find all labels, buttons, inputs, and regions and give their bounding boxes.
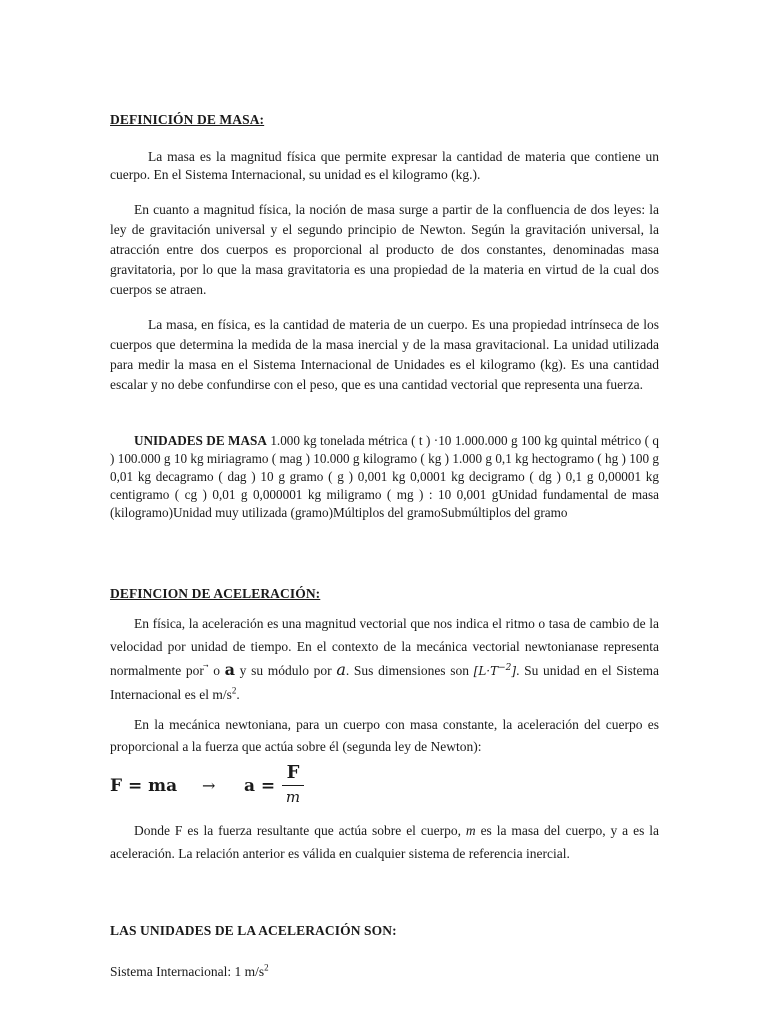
heading-unidades-aceleracion: LAS UNIDADES DE LA ACELERACIÓN SON: xyxy=(110,923,397,938)
unidades-masa-text: 1.000 kg tonelada métrica ( t ) ·10 1.000.000 g 100 kg quintal métrico ( q ) 100.000 g 10 kg miriagramo ( mag ) 10.000 g kilogramo ( kg ) 1.000 g 0,1 kg hectogramo ( hg ) 100 g 0,01 kg decagramo ( dag ) 10 g gramo ( g ) 0,001 kg 0,0001 kg decigramo ( dg ) 0,1 g 0,00001 kg centigramo ( cg ) 0,01 g 0,000001 kg miligramo ( mg ) : 10 0,001 gUnidad fundamental de masa (kilogramo)Unidad muy utilizada (gramo)Múltiplos del gramoSubmúltiplos del gramo xyxy=(110,433,660,520)
paragraph-mecanica-newtoniana: En la mecánica newtoniana, para un cuerpo con masa constante, la aceleración del cuerpo es proporcional a la fuerza que actúa sobre él (segunda ley de Newton): xyxy=(110,717,659,754)
dimension-close: ] xyxy=(511,664,517,678)
symbol-bold-a: a xyxy=(224,660,235,679)
dimension-formula xyxy=(474,664,516,678)
fraction-numerator: F xyxy=(286,762,300,783)
fraction-bar xyxy=(282,785,304,786)
aceleracion-text-a: En física, la aceleración es una magnitud vectorial que nos indica el ritmo o tasa de cambio de la velocidad por unidad de tiempo. En el contexto de la mecánica vectorial newtonianase representa normalmente por xyxy=(110,616,659,678)
heading-definicion-aceleracion: DEFINCION DE ACELERACIÓN: xyxy=(110,586,321,601)
formula-rhs: a = xyxy=(244,776,276,796)
newton-second-law-formula xyxy=(110,762,370,810)
unit-exponent: 2 xyxy=(231,685,237,696)
formula-lhs xyxy=(110,776,177,796)
formula-fraction xyxy=(282,762,304,806)
dimension-base: [L·T xyxy=(473,664,499,678)
unidades-masa-label: UNIDADES DE MASA xyxy=(134,433,267,448)
si-unit-exponent: 2 xyxy=(264,962,269,973)
dimension-exponent: −2 xyxy=(498,663,512,673)
aceleracion-text-b: o xyxy=(208,663,225,678)
heading-definicion-masa: DEFINICIÓN DE MASA: xyxy=(110,112,265,127)
paragraph-aceleracion-definicion xyxy=(110,612,659,706)
aceleracion-text-f: . xyxy=(236,687,240,702)
fraction-denominator: m xyxy=(285,788,301,806)
arrow-right-icon: → xyxy=(202,776,216,795)
symbol-italic-a: a xyxy=(336,660,346,679)
paragraph-donde-f xyxy=(110,820,659,865)
paragraph-masa-propiedad: La masa, en física, es la cantidad de materia de un cuerpo. Es una propiedad intrínseca de los cuerpos que determina la medida de la masa inercial y de la masa gravitacional. La unidad utilizada para medir la masa en el Sistema Internacional de Unidades es el kilogramo (kg). Es una cantidad escalar y no debe confundirse con el peso, que es una cantidad vectorial que representa una fuerza. xyxy=(110,317,659,392)
formula-f-equals-ma: F = ma xyxy=(110,776,178,796)
si-unit-text: Sistema Internacional: 1 m/s xyxy=(110,964,265,979)
aceleracion-text-e: . Su unidad en el Sistema Internacional es el m/s xyxy=(110,663,659,702)
donde-text-b: es la masa del cuerpo, y a es la aceleración. La relación anterior es válida en cualquier sistema de referencia inercial. xyxy=(110,823,659,861)
donde-text-a: Donde F es la fuerza resultante que actúa sobre el cuerpo, xyxy=(134,823,466,838)
aceleracion-text-d: . Sus dimensiones son xyxy=(345,663,474,678)
aceleracion-text-c: y su módulo por xyxy=(235,663,337,678)
donde-symbol-m: m xyxy=(465,823,476,838)
paragraph-masa-definicion: La masa es la magnitud física que permite expresar la cantidad de materia que contiene un cuerpo. En el Sistema Internacional, su unidad es el kilogramo (kg.). xyxy=(110,149,659,182)
paragraph-unidades-masa xyxy=(110,432,659,522)
paragraph-masa-magnitud: En cuanto a magnitud física, la noción de masa surge a partir de la confluencia de dos leyes: la ley de gravitación universal y el segundo principio de Newton. Según la gravitación universal, la atracción entre dos cuerpos es proporcional al producto de dos constantes, denominadas masa gravitatoria, por lo que la masa gravitatoria es una propiedad de la materia en virtud de la cual dos cuerpos se atraen. xyxy=(110,202,659,297)
si-unit-line xyxy=(110,962,659,982)
document-page xyxy=(110,0,659,1024)
